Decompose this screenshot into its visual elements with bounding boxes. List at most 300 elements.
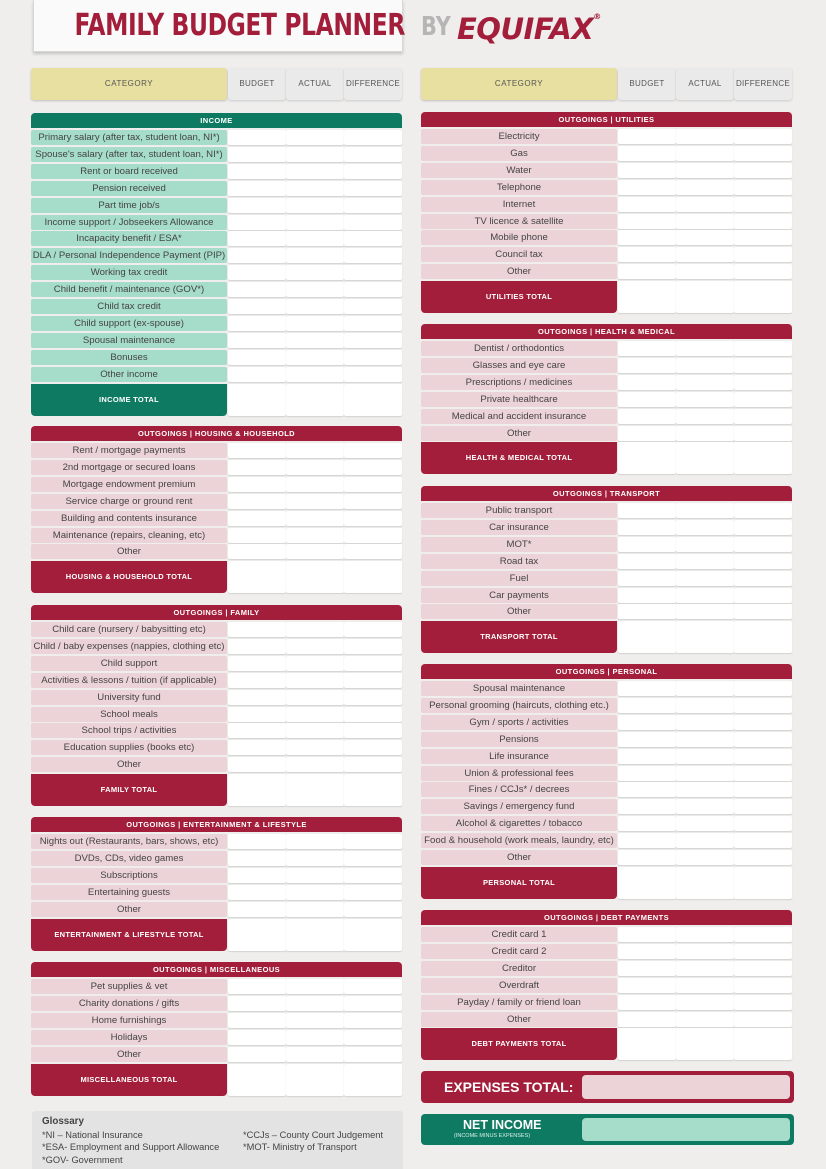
difference-cell[interactable] xyxy=(734,681,792,696)
budget-cell[interactable] xyxy=(618,850,676,865)
actual-cell[interactable] xyxy=(676,264,734,279)
table-row xyxy=(30,511,403,527)
budget-total-cell[interactable] xyxy=(228,774,286,806)
budget-cell[interactable] xyxy=(228,333,286,348)
budget-cell[interactable] xyxy=(618,1012,676,1027)
difference-total-cell[interactable] xyxy=(344,774,402,806)
difference-total-cell[interactable] xyxy=(734,1028,792,1060)
budget-cell[interactable] xyxy=(228,198,286,213)
actual-cell[interactable] xyxy=(286,248,344,263)
row-label: Entertaining guests xyxy=(31,885,227,900)
actual-cell[interactable] xyxy=(676,715,734,730)
row-label: Road tax xyxy=(421,554,617,569)
difference-total-cell[interactable] xyxy=(734,867,792,899)
budget-cell[interactable] xyxy=(618,146,676,161)
budget-cell[interactable] xyxy=(228,215,286,230)
actual-total-cell[interactable] xyxy=(286,1064,344,1096)
difference-cell[interactable] xyxy=(734,571,792,586)
difference-cell[interactable] xyxy=(344,198,402,213)
table-row xyxy=(30,350,403,366)
table-row xyxy=(30,707,403,723)
difference-cell[interactable] xyxy=(344,723,402,738)
difference-total-cell[interactable] xyxy=(344,1064,402,1096)
budget-cell[interactable] xyxy=(228,723,286,738)
budget-cell[interactable] xyxy=(618,129,676,144)
expenses-total-field[interactable] xyxy=(582,1075,790,1099)
actual-cell[interactable] xyxy=(286,902,344,917)
actual-cell[interactable] xyxy=(286,996,344,1011)
actual-cell[interactable] xyxy=(676,681,734,696)
budget-cell[interactable] xyxy=(228,350,286,365)
table-row xyxy=(420,850,793,866)
budget-cell[interactable] xyxy=(618,698,676,713)
glossary-entry: *NI – National Insurance xyxy=(42,1130,143,1140)
difference-cell[interactable] xyxy=(734,375,792,390)
difference-cell[interactable] xyxy=(344,511,402,526)
budget-cell[interactable] xyxy=(618,961,676,976)
budget-cell[interactable] xyxy=(618,995,676,1010)
budget-cell[interactable] xyxy=(228,834,286,849)
budget-cell[interactable] xyxy=(228,265,286,280)
budget-cell[interactable] xyxy=(618,230,676,245)
difference-cell[interactable] xyxy=(344,248,402,263)
difference-cell[interactable] xyxy=(734,197,792,212)
actual-total-cell[interactable] xyxy=(286,774,344,806)
difference-cell[interactable] xyxy=(344,996,402,1011)
actual-cell[interactable] xyxy=(676,698,734,713)
difference-cell[interactable] xyxy=(344,656,402,671)
budget-cell[interactable] xyxy=(618,214,676,229)
difference-cell[interactable] xyxy=(734,927,792,942)
difference-cell[interactable] xyxy=(734,782,792,797)
difference-cell[interactable] xyxy=(344,528,402,543)
difference-cell[interactable] xyxy=(344,494,402,509)
difference-cell[interactable] xyxy=(734,850,792,865)
budget-cell[interactable] xyxy=(618,180,676,195)
actual-cell[interactable] xyxy=(676,520,734,535)
difference-cell[interactable] xyxy=(734,816,792,831)
actual-cell[interactable] xyxy=(286,164,344,179)
difference-cell[interactable] xyxy=(344,367,402,382)
actual-cell[interactable] xyxy=(286,851,344,866)
budget-cell[interactable] xyxy=(618,782,676,797)
budget-total-cell[interactable] xyxy=(228,1064,286,1096)
budget-cell[interactable] xyxy=(618,426,676,441)
actual-cell[interactable] xyxy=(286,656,344,671)
budget-cell[interactable] xyxy=(618,927,676,942)
budget-cell[interactable] xyxy=(228,740,286,755)
difference-cell[interactable] xyxy=(344,477,402,492)
difference-total-cell[interactable] xyxy=(344,561,402,593)
budget-cell[interactable] xyxy=(618,715,676,730)
actual-total-cell[interactable] xyxy=(676,621,734,653)
budget-cell[interactable] xyxy=(618,604,676,619)
row-label: TV licence & satellite xyxy=(421,214,617,229)
budget-cell[interactable] xyxy=(228,164,286,179)
budget-cell[interactable] xyxy=(228,494,286,509)
actual-cell[interactable] xyxy=(676,850,734,865)
budget-cell[interactable] xyxy=(618,681,676,696)
budget-cell[interactable] xyxy=(228,979,286,994)
budget-cell[interactable] xyxy=(618,554,676,569)
actual-total-cell[interactable] xyxy=(286,384,344,416)
actual-cell[interactable] xyxy=(676,358,734,373)
budget-cell[interactable] xyxy=(228,147,286,162)
difference-cell[interactable] xyxy=(734,978,792,993)
budget-cell[interactable] xyxy=(228,707,286,722)
difference-cell[interactable] xyxy=(344,979,402,994)
budget-cell[interactable] xyxy=(618,197,676,212)
actual-cell[interactable] xyxy=(676,197,734,212)
actual-cell[interactable] xyxy=(286,690,344,705)
actual-cell[interactable] xyxy=(676,503,734,518)
row-label: Holidays xyxy=(31,1030,227,1045)
actual-cell[interactable] xyxy=(286,544,344,559)
budget-total-cell[interactable] xyxy=(618,442,676,474)
difference-total-cell[interactable] xyxy=(734,281,792,313)
actual-cell[interactable] xyxy=(676,927,734,942)
budget-cell[interactable] xyxy=(618,503,676,518)
section-heading: OUTGOINGS | FAMILY xyxy=(31,605,402,620)
table-row xyxy=(420,264,793,280)
difference-cell[interactable] xyxy=(344,544,402,559)
budget-cell[interactable] xyxy=(228,511,286,526)
budget-cell[interactable] xyxy=(618,799,676,814)
budget-cell[interactable] xyxy=(228,1030,286,1045)
actual-cell[interactable] xyxy=(676,833,734,848)
difference-cell[interactable] xyxy=(344,164,402,179)
table-row xyxy=(30,147,403,163)
budget-cell[interactable] xyxy=(228,248,286,263)
difference-cell[interactable] xyxy=(734,554,792,569)
budget-cell[interactable] xyxy=(228,181,286,196)
budget-cell[interactable] xyxy=(228,299,286,314)
actual-total-cell[interactable] xyxy=(286,919,344,951)
actual-cell[interactable] xyxy=(676,782,734,797)
difference-cell[interactable] xyxy=(344,851,402,866)
budget-cell[interactable] xyxy=(228,528,286,543)
row-label: Personal grooming (haircuts, clothing etc.) xyxy=(421,698,617,713)
table-row xyxy=(30,740,403,756)
difference-total-cell[interactable] xyxy=(734,442,792,474)
budget-cell[interactable] xyxy=(228,622,286,637)
actual-total-cell[interactable] xyxy=(676,1028,734,1060)
difference-cell[interactable] xyxy=(344,622,402,637)
actual-cell[interactable] xyxy=(676,978,734,993)
difference-cell[interactable] xyxy=(344,333,402,348)
budget-total-cell[interactable] xyxy=(228,561,286,593)
actual-cell[interactable] xyxy=(286,639,344,654)
budget-cell[interactable] xyxy=(228,996,286,1011)
actual-total-cell[interactable] xyxy=(676,442,734,474)
actual-cell[interactable] xyxy=(286,528,344,543)
difference-total-cell[interactable] xyxy=(344,919,402,951)
difference-total-cell[interactable] xyxy=(344,384,402,416)
actual-cell[interactable] xyxy=(286,215,344,230)
actual-cell[interactable] xyxy=(676,732,734,747)
difference-cell[interactable] xyxy=(734,503,792,518)
actual-cell[interactable] xyxy=(286,282,344,297)
difference-cell[interactable] xyxy=(344,130,402,145)
actual-cell[interactable] xyxy=(286,1030,344,1045)
budget-cell[interactable] xyxy=(228,460,286,475)
budget-cell[interactable] xyxy=(618,409,676,424)
difference-cell[interactable] xyxy=(734,537,792,552)
difference-cell[interactable] xyxy=(344,265,402,280)
budget-cell[interactable] xyxy=(228,443,286,458)
budget-cell[interactable] xyxy=(228,639,286,654)
actual-cell[interactable] xyxy=(676,816,734,831)
budget-total-cell[interactable] xyxy=(618,1028,676,1060)
actual-cell[interactable] xyxy=(676,1012,734,1027)
budget-cell[interactable] xyxy=(618,732,676,747)
budget-cell[interactable] xyxy=(228,282,286,297)
actual-cell[interactable] xyxy=(286,1047,344,1062)
difference-cell[interactable] xyxy=(344,299,402,314)
actual-cell[interactable] xyxy=(676,571,734,586)
difference-cell[interactable] xyxy=(734,358,792,373)
net-income-field[interactable] xyxy=(582,1118,790,1141)
difference-cell[interactable] xyxy=(734,392,792,407)
difference-cell[interactable] xyxy=(734,715,792,730)
actual-cell[interactable] xyxy=(286,834,344,849)
actual-cell[interactable] xyxy=(676,749,734,764)
table-row xyxy=(420,163,793,179)
actual-cell[interactable] xyxy=(286,511,344,526)
actual-cell[interactable] xyxy=(676,247,734,262)
difference-cell[interactable] xyxy=(734,180,792,195)
difference-cell[interactable] xyxy=(734,214,792,229)
budget-total-cell[interactable] xyxy=(618,621,676,653)
actual-cell[interactable] xyxy=(676,341,734,356)
difference-cell[interactable] xyxy=(344,673,402,688)
difference-cell[interactable] xyxy=(344,231,402,246)
difference-cell[interactable] xyxy=(734,799,792,814)
budget-cell[interactable] xyxy=(618,163,676,178)
row-label: DVDs, CDs, video games xyxy=(31,851,227,866)
table-row xyxy=(420,961,793,977)
actual-total-cell[interactable] xyxy=(676,281,734,313)
table-row xyxy=(420,944,793,960)
actual-cell[interactable] xyxy=(676,426,734,441)
actual-cell[interactable] xyxy=(676,604,734,619)
actual-cell[interactable] xyxy=(676,799,734,814)
actual-cell[interactable] xyxy=(676,961,734,976)
actual-cell[interactable] xyxy=(286,494,344,509)
difference-cell[interactable] xyxy=(734,698,792,713)
actual-cell[interactable] xyxy=(286,231,344,246)
difference-cell[interactable] xyxy=(734,1012,792,1027)
actual-cell[interactable] xyxy=(286,707,344,722)
actual-cell[interactable] xyxy=(286,622,344,637)
actual-cell[interactable] xyxy=(286,443,344,458)
budget-cell[interactable] xyxy=(228,885,286,900)
actual-cell[interactable] xyxy=(286,198,344,213)
budget-cell[interactable] xyxy=(228,367,286,382)
difference-cell[interactable] xyxy=(344,1030,402,1045)
budget-cell[interactable] xyxy=(618,392,676,407)
difference-cell[interactable] xyxy=(344,1047,402,1062)
difference-cell[interactable] xyxy=(344,316,402,331)
budget-total-cell[interactable] xyxy=(228,919,286,951)
budget-cell[interactable] xyxy=(618,944,676,959)
budget-cell[interactable] xyxy=(618,588,676,603)
actual-total-cell[interactable] xyxy=(676,867,734,899)
budget-cell[interactable] xyxy=(228,673,286,688)
actual-cell[interactable] xyxy=(286,316,344,331)
difference-cell[interactable] xyxy=(734,247,792,262)
row-label: Savings / emergency fund xyxy=(421,799,617,814)
difference-cell[interactable] xyxy=(344,147,402,162)
actual-cell[interactable] xyxy=(676,588,734,603)
section-heading: OUTGOINGS | TRANSPORT xyxy=(421,486,792,501)
budget-cell[interactable] xyxy=(228,1013,286,1028)
difference-cell[interactable] xyxy=(344,350,402,365)
budget-total-cell[interactable] xyxy=(618,867,676,899)
actual-cell[interactable] xyxy=(286,367,344,382)
actual-cell[interactable] xyxy=(676,554,734,569)
row-label: Child tax credit xyxy=(31,299,227,314)
actual-cell[interactable] xyxy=(286,333,344,348)
difference-cell[interactable] xyxy=(734,409,792,424)
actual-cell[interactable] xyxy=(676,944,734,959)
budget-cell[interactable] xyxy=(228,316,286,331)
actual-cell[interactable] xyxy=(286,460,344,475)
budget-cell[interactable] xyxy=(228,757,286,772)
budget-cell[interactable] xyxy=(618,978,676,993)
difference-cell[interactable] xyxy=(734,732,792,747)
actual-cell[interactable] xyxy=(676,214,734,229)
actual-cell[interactable] xyxy=(676,146,734,161)
row-label: Spouse's salary (after tax, student loan, NI*) xyxy=(31,147,227,162)
actual-total-cell[interactable] xyxy=(286,561,344,593)
budget-total-cell[interactable] xyxy=(618,281,676,313)
budget-cell[interactable] xyxy=(228,690,286,705)
budget-cell[interactable] xyxy=(228,1047,286,1062)
difference-cell[interactable] xyxy=(734,604,792,619)
budget-cell[interactable] xyxy=(618,341,676,356)
difference-cell[interactable] xyxy=(344,757,402,772)
table-row xyxy=(420,129,793,145)
actual-cell[interactable] xyxy=(676,537,734,552)
actual-cell[interactable] xyxy=(286,350,344,365)
difference-cell[interactable] xyxy=(734,995,792,1010)
budget-cell[interactable] xyxy=(618,247,676,262)
difference-cell[interactable] xyxy=(734,944,792,959)
actual-cell[interactable] xyxy=(286,299,344,314)
difference-cell[interactable] xyxy=(734,146,792,161)
difference-cell[interactable] xyxy=(344,834,402,849)
row-label: Gas xyxy=(421,146,617,161)
difference-cell[interactable] xyxy=(344,215,402,230)
actual-cell[interactable] xyxy=(286,130,344,145)
actual-cell[interactable] xyxy=(286,181,344,196)
actual-cell[interactable] xyxy=(676,995,734,1010)
actual-cell[interactable] xyxy=(286,147,344,162)
difference-cell[interactable] xyxy=(344,868,402,883)
actual-cell[interactable] xyxy=(676,375,734,390)
actual-cell[interactable] xyxy=(286,757,344,772)
difference-cell[interactable] xyxy=(344,443,402,458)
budget-cell[interactable] xyxy=(228,656,286,671)
budget-cell[interactable] xyxy=(618,520,676,535)
table-row xyxy=(420,214,793,230)
budget-cell[interactable] xyxy=(618,766,676,781)
actual-cell[interactable] xyxy=(286,979,344,994)
difference-cell[interactable] xyxy=(734,341,792,356)
budget-cell[interactable] xyxy=(618,749,676,764)
difference-cell[interactable] xyxy=(344,902,402,917)
actual-cell[interactable] xyxy=(286,1013,344,1028)
difference-cell[interactable] xyxy=(734,961,792,976)
difference-cell[interactable] xyxy=(344,181,402,196)
difference-cell[interactable] xyxy=(344,885,402,900)
difference-cell[interactable] xyxy=(734,426,792,441)
difference-cell[interactable] xyxy=(734,749,792,764)
budget-cell[interactable] xyxy=(618,264,676,279)
actual-cell[interactable] xyxy=(676,129,734,144)
actual-cell[interactable] xyxy=(676,766,734,781)
difference-cell[interactable] xyxy=(734,264,792,279)
difference-cell[interactable] xyxy=(344,1013,402,1028)
budget-cell[interactable] xyxy=(228,851,286,866)
budget-cell[interactable] xyxy=(228,130,286,145)
actual-cell[interactable] xyxy=(286,673,344,688)
budget-cell[interactable] xyxy=(228,868,286,883)
difference-cell[interactable] xyxy=(734,230,792,245)
actual-cell[interactable] xyxy=(676,409,734,424)
actual-cell[interactable] xyxy=(286,723,344,738)
budget-cell[interactable] xyxy=(618,833,676,848)
difference-cell[interactable] xyxy=(734,766,792,781)
difference-cell[interactable] xyxy=(344,639,402,654)
budget-cell[interactable] xyxy=(228,477,286,492)
budget-cell[interactable] xyxy=(618,537,676,552)
difference-cell[interactable] xyxy=(344,282,402,297)
difference-cell[interactable] xyxy=(734,129,792,144)
row-label: Income support / Jobseekers Allowance xyxy=(31,215,227,230)
budget-cell[interactable] xyxy=(228,231,286,246)
budget-cell[interactable] xyxy=(228,902,286,917)
budget-cell[interactable] xyxy=(618,375,676,390)
difference-cell[interactable] xyxy=(344,740,402,755)
difference-cell[interactable] xyxy=(344,690,402,705)
budget-total-cell[interactable] xyxy=(228,384,286,416)
budget-cell[interactable] xyxy=(618,816,676,831)
actual-cell[interactable] xyxy=(286,477,344,492)
actual-cell[interactable] xyxy=(676,230,734,245)
difference-cell[interactable] xyxy=(344,707,402,722)
difference-cell[interactable] xyxy=(734,588,792,603)
actual-cell[interactable] xyxy=(676,392,734,407)
actual-cell[interactable] xyxy=(676,180,734,195)
difference-cell[interactable] xyxy=(734,163,792,178)
difference-cell[interactable] xyxy=(734,833,792,848)
actual-cell[interactable] xyxy=(286,740,344,755)
table-row xyxy=(30,673,403,689)
difference-total-cell[interactable] xyxy=(734,621,792,653)
actual-cell[interactable] xyxy=(286,265,344,280)
difference-cell[interactable] xyxy=(344,460,402,475)
actual-cell[interactable] xyxy=(286,868,344,883)
actual-cell[interactable] xyxy=(676,163,734,178)
row-label: DLA / Personal Independence Payment (PIP) xyxy=(32,250,226,262)
difference-cell[interactable] xyxy=(734,520,792,535)
budget-cell[interactable] xyxy=(228,544,286,559)
budget-cell[interactable] xyxy=(618,358,676,373)
budget-cell[interactable] xyxy=(618,571,676,586)
actual-cell[interactable] xyxy=(286,885,344,900)
